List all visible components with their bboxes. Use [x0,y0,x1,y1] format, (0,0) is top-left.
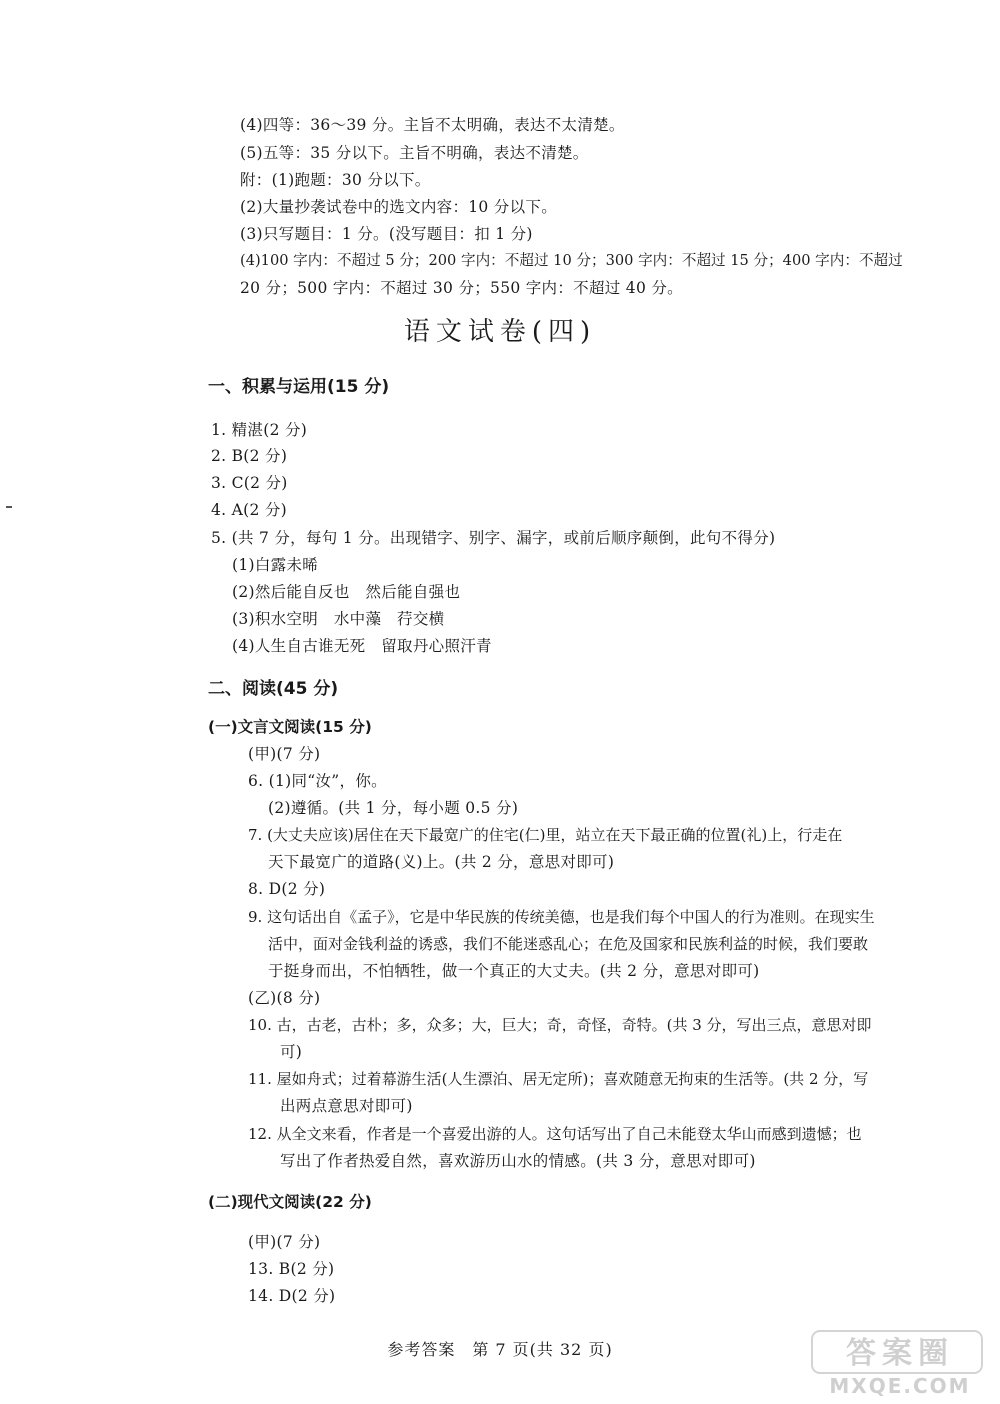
grading-line: (3)只写题目：1 分。(没写题目：扣 1 分) [240,225,533,243]
grading-line: 附：(1)跑题：30 分以下。 [240,171,431,189]
section-heading: 一、积累与运用(15 分) [208,377,390,397]
answer-item: (3)积水空明 水中藻 荇交横 [232,610,445,628]
answer-item: (1)白露未晞 [232,556,319,574]
watermark-bottom-text: MXQE.COM [829,1374,971,1397]
watermark-top-text: 答案圈 [846,1336,954,1371]
answer-item: 3. C(2 分) [211,474,288,492]
answer-line: 写出了作者热爱自然，喜欢游历山水的情感。(共 3 分，意思对即可) [280,1152,756,1170]
page-title: 语文试卷(四) [403,317,597,347]
answer-line: 14. D(2 分) [248,1287,336,1305]
answer-line: 10. 古，古老，古朴；多，众多；大，巨大；奇，奇怪，奇特。(共 3 分，写出三点，意思对即 [248,1016,872,1034]
answer-line: 11. 屋如舟式；过着幕游生活(人生漂泊、居无定所)；喜欢随意无拘束的生活等。(共 2 分，写 [248,1070,869,1088]
answer-line: 12. 从全文来看，作者是一个喜爱出游的人。这句话写出了自己未能登太华山而感到遗憾；也 [248,1125,862,1143]
answer-item: 4. A(2 分) [211,501,287,519]
margin-mark [6,506,12,508]
page-footer: 参考答案 第 7 页(共 32 页) [387,1340,613,1359]
answer-line: 活中，面对金钱利益的诱惑，我们不能迷惑乱心；在危及国家和民族利益的时候，我们要敢 [268,935,869,953]
answer-line: 天下最宽广的道路(义)上。(共 2 分，意思对即可) [268,853,615,871]
answer-line: 7. (大丈夫应该)居住在天下最宽广的住宅(仁)里，站立在天下最正确的位置(礼)上，行走在 [248,826,843,844]
answer-line: 可) [280,1043,303,1061]
answer-item: (4)人生自古谁无死 留取丹心照汗青 [232,637,492,655]
answer-line: (乙)(8 分) [248,989,321,1007]
answer-line: 出两点意思对即可) [280,1097,413,1115]
answer-line: 8. D(2 分) [248,880,326,898]
answer-item: 2. B(2 分) [211,447,288,465]
grading-line: 20 分；500 字内：不超过 30 分；550 字内：不超过 40 分。 [240,279,683,297]
answer-line: (2)遵循。(共 1 分，每小题 0.5 分) [268,799,519,817]
answer-line: 6. (1)同“汝”，你。 [248,772,387,790]
grading-line: (4)四等：36～39 分。主旨不太明确，表达不太清楚。 [240,116,625,134]
answer-item: 5. (共 7 分，每句 1 分。出现错字、别字、漏字，或前后顺序颠倒，此句不得分) [211,529,776,547]
answer-item: (2)然后能自反也 然后能自强也 [232,583,461,601]
answer-line: (甲)(7 分) [248,745,321,763]
section-heading: 二、阅读(45 分) [208,679,339,699]
subsection-heading: (一)文言文阅读(15 分) [208,718,372,736]
subsection-heading: (二)现代文阅读(22 分) [208,1193,372,1211]
answer-line: 于挺身而出，不怕牺牲，做一个真正的大丈夫。(共 2 分，意思对即可) [268,962,760,980]
answer-line: (甲)(7 分) [248,1233,321,1251]
grading-line: (4)100 字内：不超过 5 分；200 字内：不超过 10 分；300 字内：不超过 15 分；400 字内：不超过 [240,252,903,269]
grading-line: (2)大量抄袭试卷中的选文内容：10 分以下。 [240,198,558,216]
watermark-logo [810,1325,990,1397]
answer-item: 1. 精湛(2 分) [211,421,308,439]
answer-line: 9. 这句话出自《孟子》，它是中华民族的传统美德，也是我们每个中国人的行为准则。在现实生 [248,908,875,926]
answer-line: 13. B(2 分) [248,1260,335,1278]
grading-line: (5)五等：35 分以下。主旨不明确，表达不清楚。 [240,144,589,162]
